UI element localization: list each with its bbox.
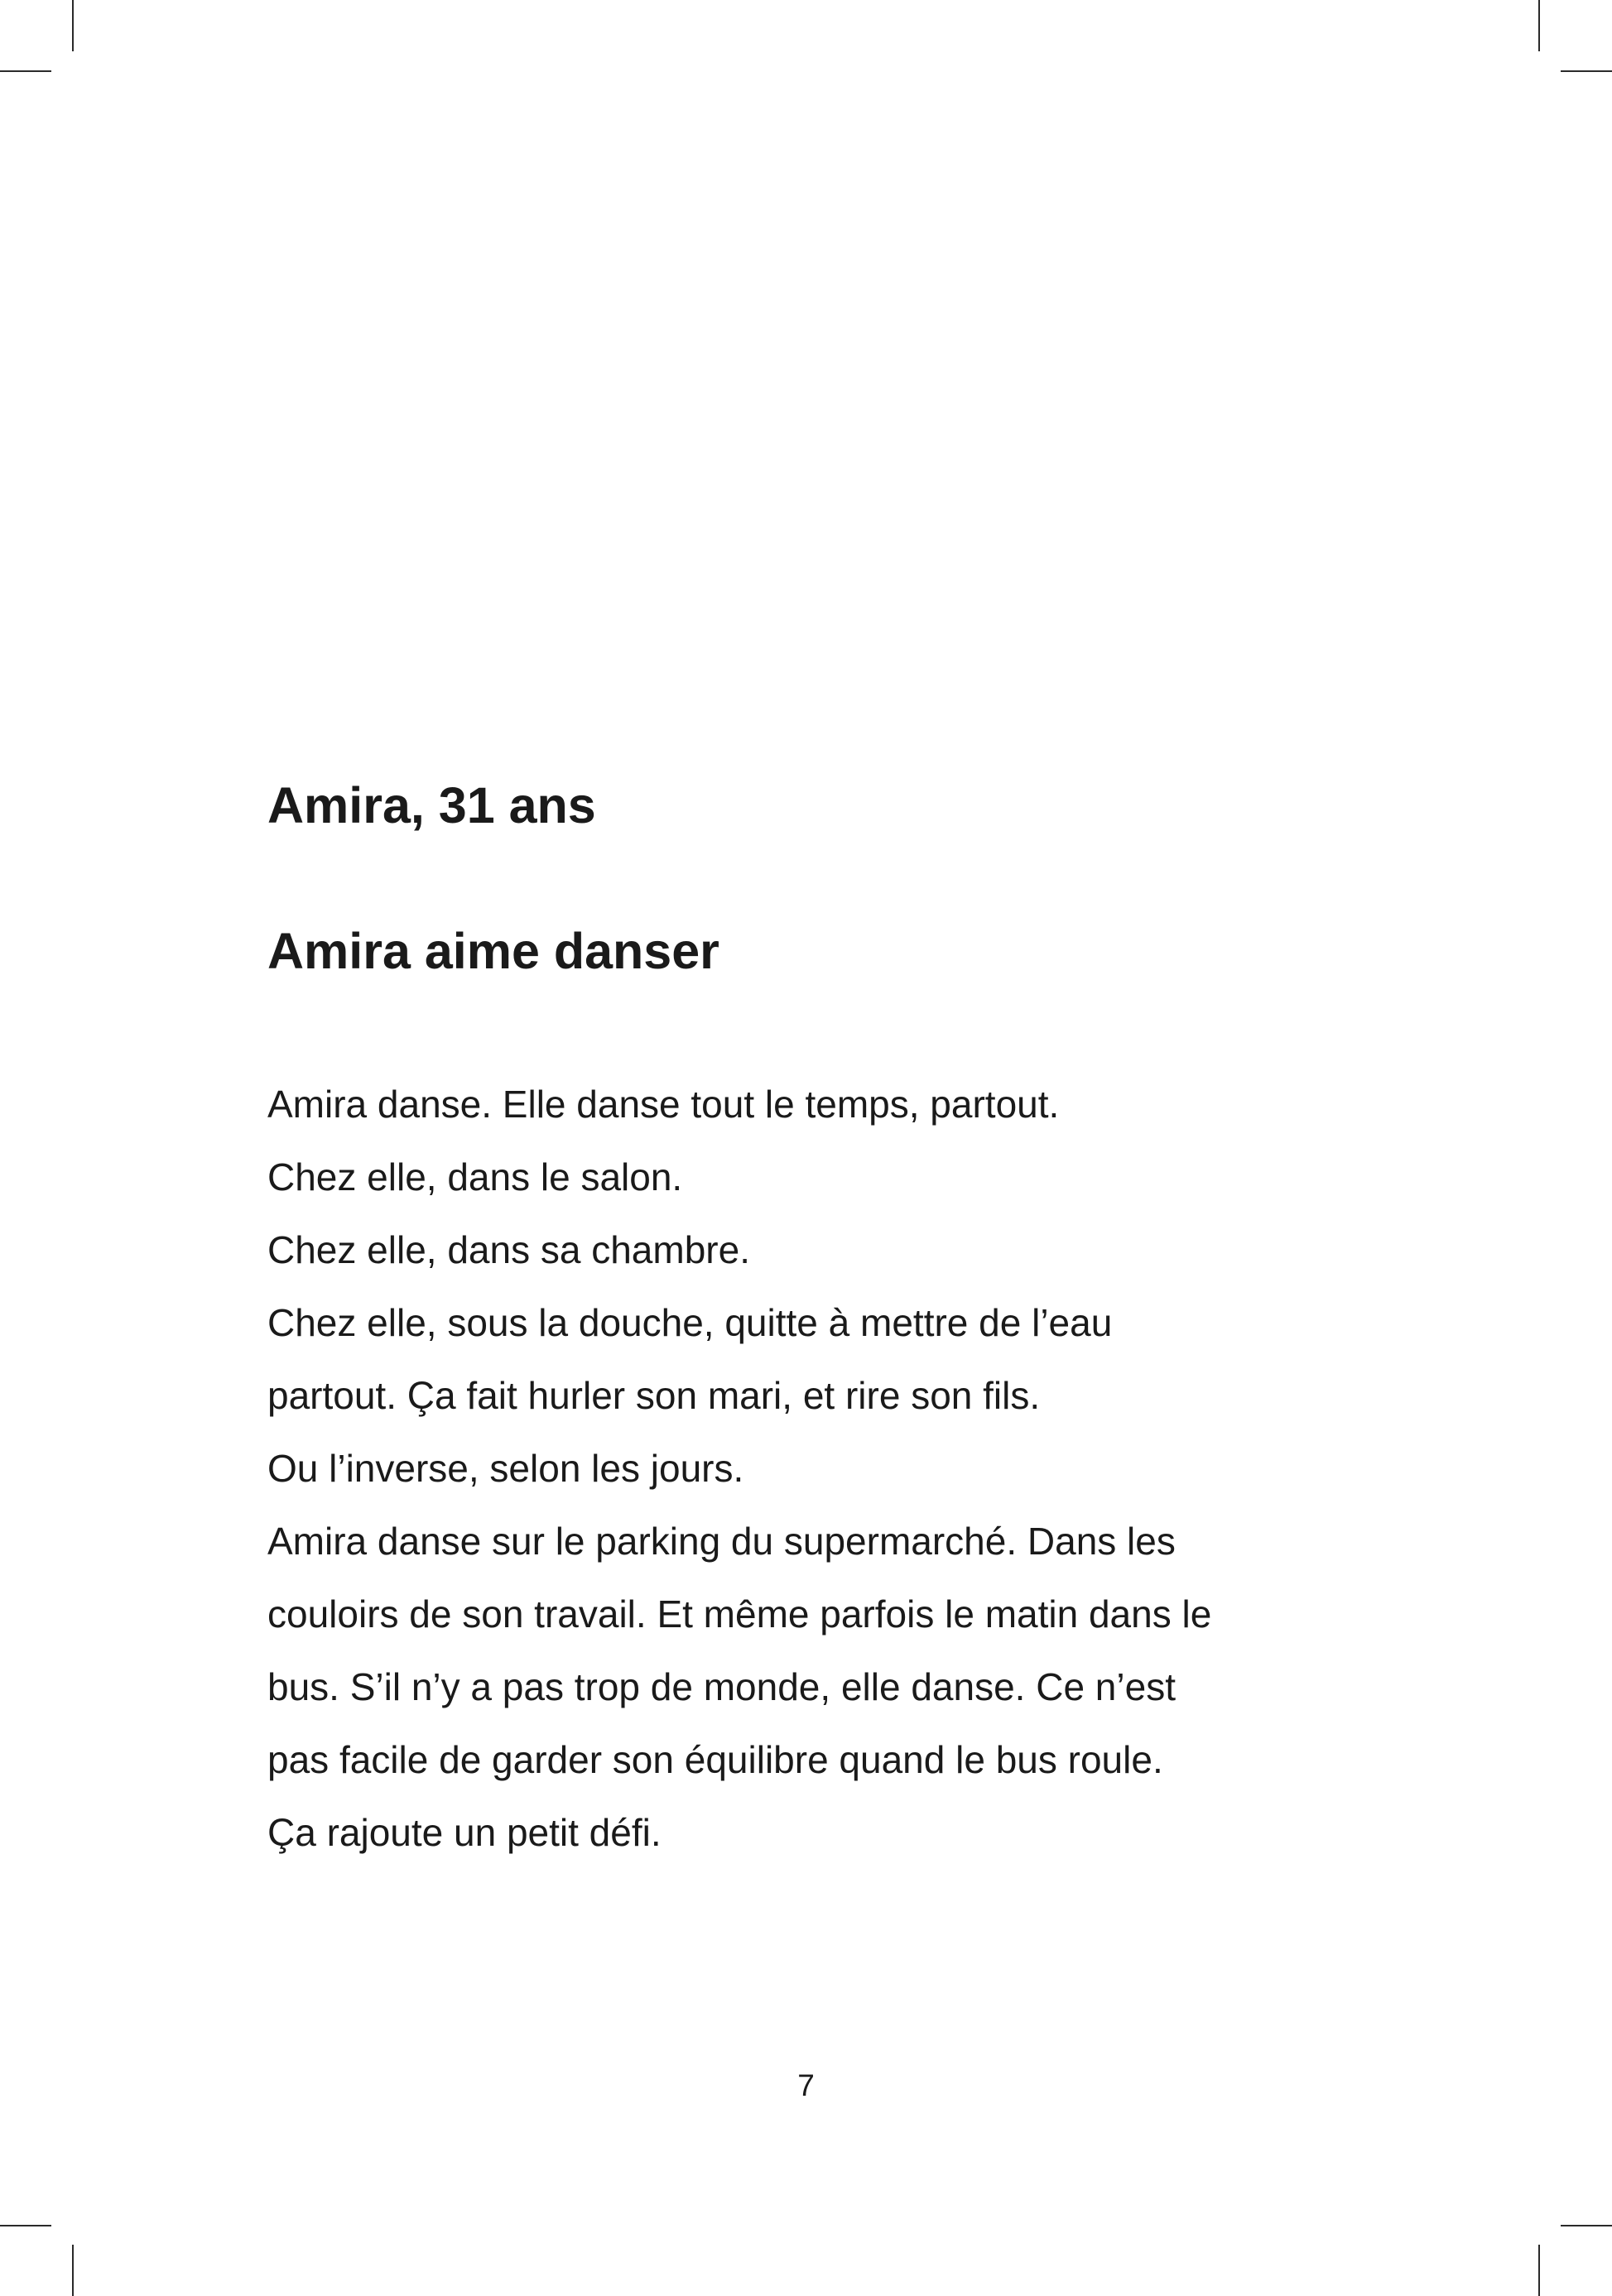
- chapter-title: Amira, 31 ans: [267, 777, 596, 833]
- body-line: Amira danse sur le parking du supermarché. Dans les: [267, 1520, 1176, 1563]
- crop-mark-top-right-horizontal: [1561, 70, 1612, 72]
- body-line: bus. S’il n’y a pas trop de monde, elle danse. Ce n’est: [267, 1665, 1176, 1708]
- crop-mark-bottom-left-horizontal: [0, 2225, 51, 2226]
- body-line: partout. Ça fait hurler son mari, et rire son fils.: [267, 1374, 1041, 1417]
- crop-mark-top-left-horizontal: [0, 70, 51, 72]
- body-line: Chez elle, dans le salon.: [267, 1155, 683, 1198]
- section-title: Amira aime danser: [267, 923, 719, 979]
- crop-mark-top-right-vertical: [1538, 0, 1540, 51]
- body-line: Amira danse. Elle danse tout le temps, partout.: [267, 1083, 1060, 1126]
- body-line: Chez elle, sous la douche, quitte à mettre de l’eau: [267, 1301, 1113, 1344]
- crop-mark-bottom-right-horizontal: [1561, 2225, 1612, 2226]
- body-line: couloirs de son travail. Et même parfois le matin dans le: [267, 1592, 1212, 1636]
- page-number: 7: [797, 2068, 815, 2102]
- crop-mark-bottom-left-vertical: [72, 2245, 74, 2296]
- body-line: Ça rajoute un petit défi.: [267, 1811, 662, 1854]
- crop-mark-top-left-vertical: [72, 0, 74, 51]
- body-line: Ou l’inverse, selon les jours.: [267, 1447, 744, 1490]
- body-text: [267, 1068, 1427, 1869]
- body-line: pas facile de garder son équilibre quand le bus roule.: [267, 1738, 1163, 1781]
- crop-mark-bottom-right-vertical: [1538, 2245, 1540, 2296]
- body-line: Chez elle, dans sa chambre.: [267, 1228, 750, 1271]
